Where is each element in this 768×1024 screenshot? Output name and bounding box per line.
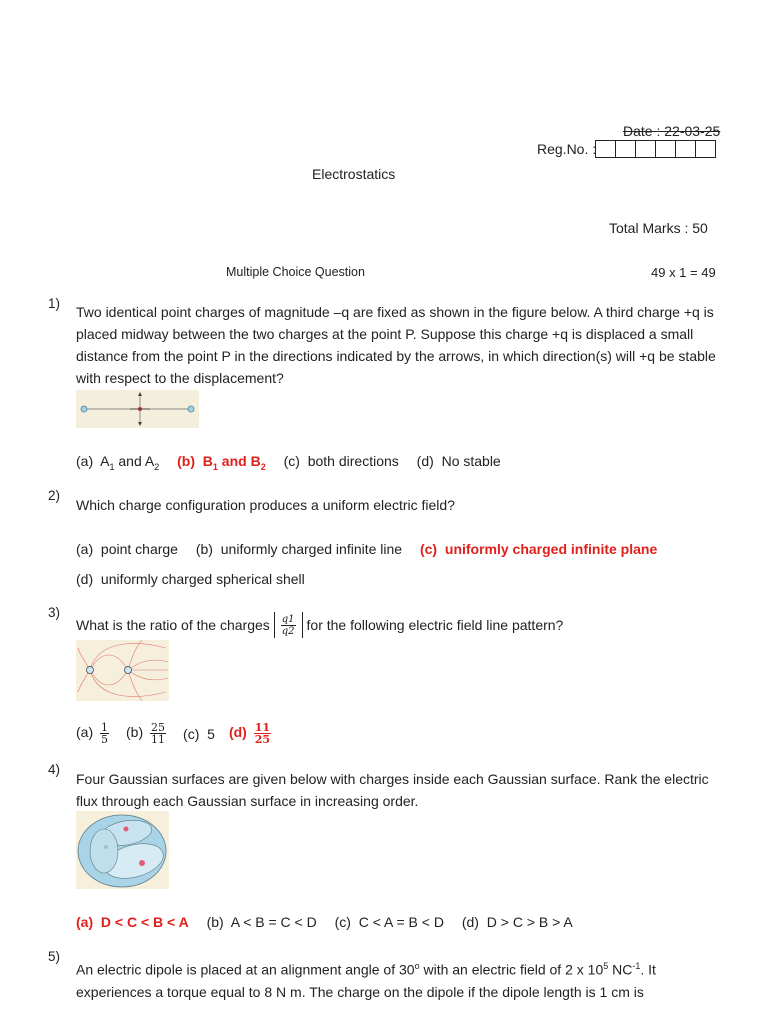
option-c-correct[interactable]: (c) uniformly charged infinite plane — [419, 541, 658, 557]
option-c[interactable]: (c) both directions — [283, 453, 399, 469]
question-number: 1) — [48, 296, 61, 311]
options-q3 — [76, 722, 288, 745]
question-number: 4) — [48, 762, 61, 777]
reg-no-box[interactable] — [675, 140, 696, 158]
reg-no-box[interactable] — [655, 140, 676, 158]
option-d[interactable]: (d) D > C > B > A — [461, 914, 573, 930]
exam-date: Date : 22-03-25 — [623, 123, 721, 139]
figure-point-charges — [76, 390, 199, 428]
question-text: Two identical point charges of magnitude –q are fixed as shown in the figure below. A third charge +q is placed midway between the two charges at the point P. Suppose this charge +q is displaced a small distance from the point P in the directions indicated by the arrows, in which direction(s) will +q be stable with respect to the displacement? — [76, 304, 716, 386]
option-b[interactable]: (b) uniformly charged infinite line — [195, 541, 403, 557]
total-marks: Total Marks : 50 — [609, 220, 708, 236]
options-q2 — [76, 541, 671, 557]
reg-no-box[interactable] — [635, 140, 656, 158]
reg-no-label: Reg.No. : — [537, 141, 597, 157]
options-q4 — [76, 914, 587, 930]
figure-field-lines — [76, 640, 169, 701]
option-b-correct[interactable]: (b) $B_1$ and $B_2$ — [177, 453, 266, 472]
reg-no-box[interactable] — [615, 140, 636, 158]
question-text: Four Gaussian surfaces are given below with charges inside each Gaussian surface. Rank the electric flux through each Gaussian surface in increasing order. — [76, 771, 709, 809]
question-number: 2) — [48, 488, 61, 503]
option-a[interactable]: (a) point charge — [76, 541, 178, 557]
reg-no — [537, 140, 716, 158]
option-c[interactable]: (c) C < A = B < D — [334, 914, 444, 930]
reg-no-box[interactable] — [595, 140, 616, 158]
question-number: 3) — [48, 605, 61, 620]
option-a-correct[interactable]: (a) D < C < B < A — [76, 914, 189, 930]
question-number: 5) — [48, 949, 61, 964]
reg-no-box[interactable] — [695, 140, 716, 158]
subject-title: Electrostatics — [312, 166, 396, 182]
options-q2-line2 — [76, 571, 319, 587]
question-text: An electric dipole is placed at an alignment angle of 30$^o$ with an electric field of 2 x $10^5$ $NC^{-1}$. It experiences a torque equal to 8 N m. The charge on the dipole if the dipole length is 1 cm is — [76, 961, 656, 1000]
options-q1 — [76, 453, 515, 472]
question-text: What is the ratio of the charges $\frac{q1}{q2}$ for the following electric field line pattern? — [76, 613, 564, 637]
option-d-correct[interactable]: (d) $\frac{11}{25}$ — [228, 721, 271, 746]
section-title: Multiple Choice Question — [226, 265, 365, 279]
option-a[interactable]: (a) $\frac{1}{5}$ — [76, 721, 109, 746]
option-b[interactable]: (b) A < B = C < D — [206, 914, 317, 930]
section-marks: 49 x 1 = 49 — [651, 265, 716, 280]
option-d[interactable]: (d) uniformly charged spherical shell — [76, 571, 305, 587]
figure-gaussian-surfaces — [76, 811, 169, 889]
question-text: Which charge configuration produces a uniform electric field? — [76, 497, 455, 513]
option-b[interactable]: (b) $\frac{25}{11}$ — [126, 721, 166, 746]
option-d[interactable]: (d) No stable — [416, 453, 501, 469]
option-c[interactable]: (c) 5 — [183, 725, 215, 742]
option-a[interactable]: (a) $A_1$ and $A_2$ — [76, 453, 160, 472]
charge-ratio: $\frac{q1}{q2}$ — [274, 612, 303, 638]
